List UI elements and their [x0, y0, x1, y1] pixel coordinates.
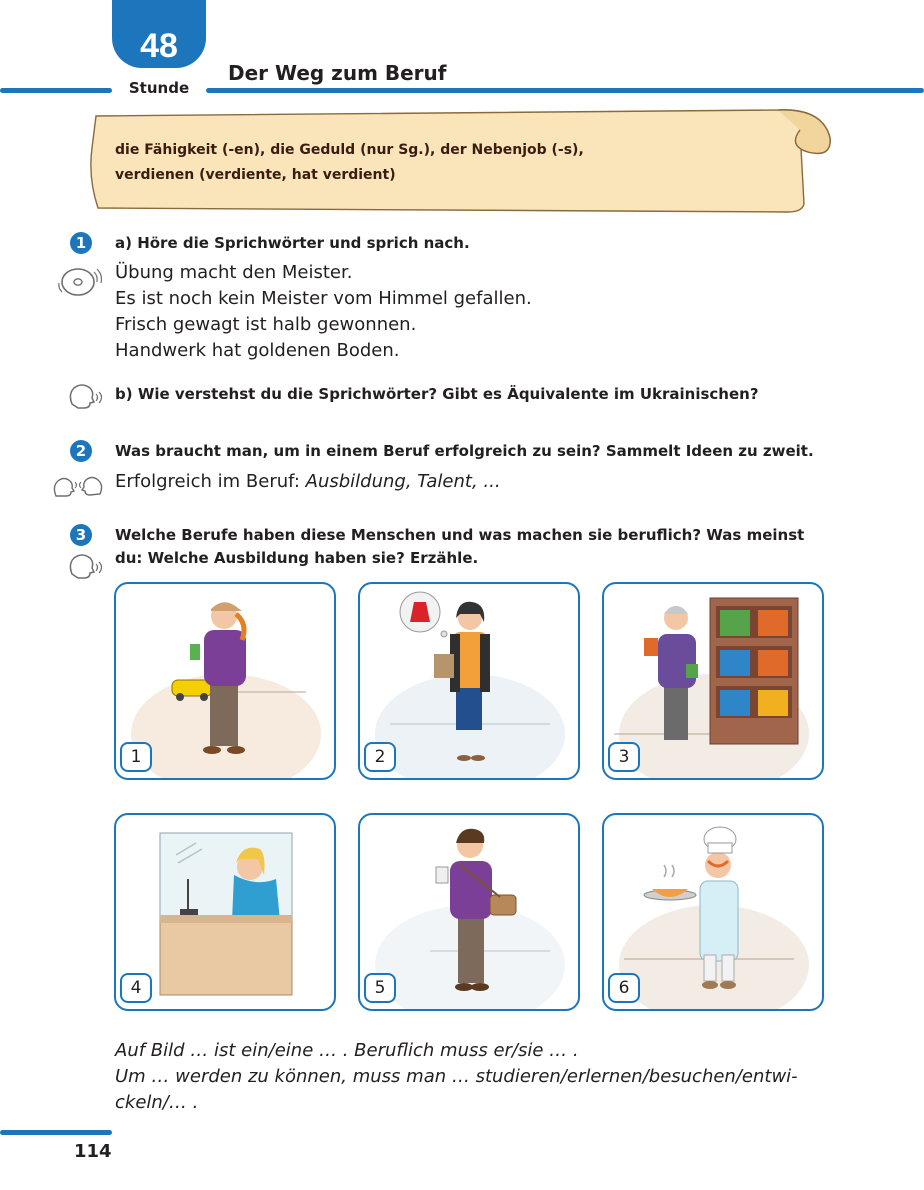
header-rule-left: [0, 88, 112, 93]
lesson-number: 48: [140, 27, 178, 65]
picture-number-2: 2: [364, 742, 396, 772]
vocabulary-line-2: verdienen (verdiente, hat verdient): [115, 167, 396, 183]
task-3-number: 3: [70, 524, 92, 546]
speech-patterns: [115, 1038, 798, 1116]
picture-frame-6: [602, 813, 824, 1011]
pair-work-icon: [52, 474, 104, 502]
speech-pattern-1: Auf Bild … ist ein/eine … . Beruflich muss er/sie … .: [115, 1040, 579, 1061]
page-title: Der Weg zum Beruf: [228, 61, 447, 85]
task-1a-instruction: a) Höre die Sprichwörter und sprich nach.: [115, 234, 470, 252]
picture-number-4: 4: [120, 973, 152, 1003]
task-3-instruction-line-2: du: Welche Ausbildung haben sie? Erzähle.: [115, 549, 479, 567]
task-2-prompt-lead: Erfolgreich im Beruf:: [115, 471, 306, 492]
picture-number-6: 6: [608, 973, 640, 1003]
task-2-instruction: Was braucht man, um in einem Beruf erfolgreich zu sein? Sammelt Ideen zu zweit.: [115, 442, 814, 460]
picture-number-3: 3: [608, 742, 640, 772]
picture-frame-4: [114, 813, 336, 1011]
cd-audio-icon: [56, 262, 102, 300]
task-2-prompt-examples: Ausbildung, Talent, ...: [305, 471, 501, 492]
picture-frame-3: [602, 582, 824, 780]
proverb-list: [115, 260, 532, 364]
lesson-label: Stunde: [128, 79, 190, 97]
proverb-3: Frisch gewagt ist halb gewonnen.: [115, 314, 417, 335]
vocabulary-text: [115, 138, 584, 188]
task-3-instruction: [115, 524, 804, 570]
task-2-prompt: [115, 469, 501, 495]
speech-pattern-3: ckeln/… .: [115, 1092, 199, 1113]
footer-rule: [0, 1130, 112, 1135]
proverb-1: Übung macht den Meister.: [115, 262, 353, 283]
header-rule-right: [206, 88, 924, 93]
proverb-2: Es ist noch kein Meister vom Himmel gefallen.: [115, 288, 532, 309]
task-2-number: 2: [70, 440, 92, 462]
picture-number-1: 1: [120, 742, 152, 772]
picture-frame-1: [114, 582, 336, 780]
proverb-4: Handwerk hat goldenen Boden.: [115, 340, 400, 361]
speaking-head-icon: [66, 382, 104, 412]
speaking-head-icon: [66, 552, 104, 582]
vocabulary-line-1: die Fähigkeit (-en), die Geduld (nur Sg.), der Nebenjob (-s),: [115, 142, 584, 158]
speech-pattern-2: Um … werden zu können, muss man … studieren/erlernen/besuchen/entwi-: [115, 1066, 798, 1087]
task-1b-instruction: b) Wie verstehst du die Sprichwörter? Gibt es Äquivalente im Ukrainischen?: [115, 385, 759, 403]
page-number: 114: [74, 1141, 112, 1162]
task-1-number: 1: [70, 232, 92, 254]
picture-frame-2: [358, 582, 580, 780]
picture-number-5: 5: [364, 973, 396, 1003]
task-3-instruction-line-1: Welche Berufe haben diese Menschen und was machen sie beruflich? Was meinst: [115, 526, 805, 544]
picture-frame-5: [358, 813, 580, 1011]
